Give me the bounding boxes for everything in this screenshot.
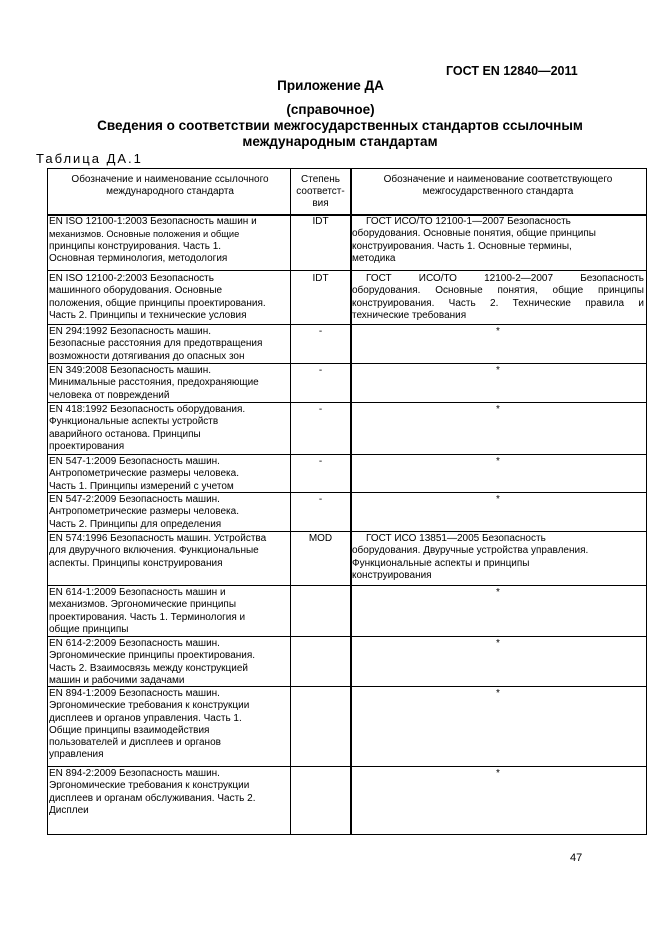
- table-row: [49, 326, 291, 363]
- cell-text: общие принципы: [49, 623, 129, 635]
- header-col-degree: [291, 174, 350, 210]
- cell-text: механизмов. Основные положения и общие: [49, 229, 240, 240]
- row-divider: [48, 766, 646, 767]
- cell-text: Эргономические требования к конструкции: [49, 700, 250, 712]
- cell-text: человека от повреждений: [49, 389, 170, 401]
- cell-text: возможности дотягивания до опасных зон: [49, 350, 245, 362]
- table-row: [49, 494, 291, 531]
- cell-text: механизмов. Эргономические принципы: [49, 599, 237, 611]
- cell-text: машинного оборудования. Основные: [49, 285, 223, 297]
- cell-text: Антропометрические размеры человека.: [49, 468, 239, 480]
- footnote-mark: *: [496, 494, 500, 505]
- footnote-mark: *: [496, 587, 500, 598]
- header-text: вия: [312, 198, 329, 209]
- table-label: Таблица ДА.1: [36, 151, 143, 166]
- cell-text: Часть 1. Принципы измерений с учетом: [49, 480, 234, 492]
- cell-text: EN 614-2:2009 Безопасность машин.: [49, 638, 220, 649]
- table-row: [49, 216, 291, 265]
- table-row: [49, 273, 291, 322]
- cell-text: аспекты. Принципы конструирования: [49, 557, 223, 569]
- cell-text: EN 894-2:2009 Безопасность машин.: [49, 768, 220, 779]
- appendix-subtitle: (справочное): [286, 102, 375, 117]
- footnote-mark: *: [496, 456, 500, 467]
- degree-cell: IDT: [312, 273, 329, 284]
- degree-cell: -: [318, 365, 323, 376]
- cell-text: аварийного останова. Принципы: [49, 428, 201, 440]
- cell-text: EN 894-1:2009 Безопасность машин.: [49, 688, 220, 699]
- header-text: Степень: [301, 174, 340, 185]
- interstate-standard-cell: [352, 216, 644, 265]
- cell-text: ГОСТ ИСО/ТО 12100-1—2007 Безопасность: [366, 216, 571, 227]
- cell-text: Эргономические требования к конструкции: [49, 780, 250, 792]
- cell-text: конструирования: [352, 569, 432, 581]
- footnote-mark: *: [496, 326, 500, 337]
- heading-line-1: Сведения о соответствии межгосударственных стандартов ссылочным: [97, 118, 583, 133]
- row-divider: [48, 363, 646, 364]
- header-text: соответст-: [296, 186, 345, 197]
- cell-text: Часть 2. Принципы и технические условия: [49, 309, 247, 321]
- row-divider: [48, 454, 646, 455]
- document-code: ГОСТ EN 12840—2011: [446, 64, 578, 78]
- cell-text: проектирования: [49, 440, 125, 452]
- cell-text: оборудования. Двуручные устройства управления.: [352, 545, 589, 557]
- cell-text: положения, общие принципы проектирования.: [49, 297, 266, 309]
- cell-text: Эргономические принципы проектирования.: [49, 650, 256, 662]
- table-row: [49, 768, 291, 817]
- table-row: [49, 365, 291, 402]
- cell-text: EN 547-1:2009 Безопасность машин.: [49, 456, 220, 467]
- cell-text: EN 614-1:2009 Безопасность машин и: [49, 587, 226, 598]
- row-divider: [48, 531, 646, 532]
- degree-cell: -: [318, 326, 323, 337]
- cell-text: EN ISO 12100-1:2003 Безопасность машин и: [49, 216, 257, 227]
- footnote-mark: *: [496, 638, 500, 649]
- cell-text: методика: [352, 252, 396, 264]
- cell-text: технические требования: [352, 309, 467, 321]
- footnote-mark: *: [496, 404, 500, 415]
- row-divider: [48, 585, 646, 586]
- row-divider: [48, 270, 646, 271]
- cell-text: EN 294:1992 Безопасность машин.: [49, 326, 212, 337]
- cell-text: управления: [49, 749, 104, 761]
- degree-cell: MOD: [308, 533, 333, 544]
- cell-text: Дисплеи: [49, 804, 89, 816]
- cell-text: Часть 2. Взаимосвязь между конструкцией: [49, 662, 249, 674]
- cell-text: конструирования. Часть 1. Основные термины,: [352, 240, 572, 252]
- cell-text: EN ISO 12100-2:2003 Безопасность: [49, 273, 214, 284]
- degree-cell: -: [318, 494, 323, 505]
- interstate-standard-cell: [352, 273, 644, 322]
- cell-text: EN 418:1992 Безопасность оборудования.: [49, 404, 246, 415]
- cell-text: дисплеев и органам обслуживания. Часть 2.: [49, 792, 256, 804]
- header-text: Обозначение и наименование ссылочного: [71, 174, 269, 185]
- cell-text: Функциональные аспекты и принципы: [352, 557, 530, 569]
- appendix-title: Приложение ДА: [277, 78, 384, 93]
- cell-text: Общие принципы взаимодействия: [49, 724, 210, 736]
- row-divider: [48, 324, 646, 325]
- table-row: [49, 688, 291, 762]
- cell-text: проектирования. Часть 1. Терминология и: [49, 611, 246, 623]
- degree-cell: IDT: [312, 216, 329, 227]
- cell-text: Безопасные расстояния для предотвращения: [49, 338, 263, 350]
- table-row: [49, 638, 291, 687]
- header-text: международного стандарта: [106, 186, 234, 197]
- cell-text: EN 349:2008 Безопасность машин.: [49, 365, 212, 376]
- degree-cell: -: [318, 456, 323, 467]
- interstate-standard-cell: [352, 533, 644, 582]
- cell-text: оборудования. Основные понятия, общие принципы: [352, 228, 596, 240]
- cell-text: конструирования. Часть 2. Технические правила и: [352, 297, 644, 309]
- header-text: межгосударственного стандарта: [422, 186, 574, 197]
- header-col-interstate-standard: [352, 174, 644, 198]
- correspondence-table: [47, 168, 647, 835]
- cell-text: EN 574:1996 Безопасность машин. Устройства: [49, 533, 267, 544]
- heading-line-2: международным стандартам: [242, 134, 438, 149]
- degree-cell: -: [318, 404, 323, 415]
- section-heading: [60, 118, 620, 150]
- table-row: [49, 404, 291, 453]
- footnote-mark: *: [496, 768, 500, 779]
- cell-text: Основная терминология, методология: [49, 252, 228, 264]
- footnote-mark: *: [496, 365, 500, 376]
- cell-text: Часть 2. Принципы для определения: [49, 518, 222, 530]
- table-row: [49, 533, 291, 570]
- row-divider: [48, 402, 646, 403]
- page-number: 47: [570, 852, 583, 864]
- header-text: Обозначение и наименование соответствующего: [383, 174, 613, 185]
- header-col-referenced-standard: [49, 174, 291, 198]
- cell-text: машин и рабочими задачами: [49, 674, 185, 686]
- cell-text: пользователей и дисплеев и органов: [49, 737, 221, 749]
- cell-text: оборудования. Основные понятия, общие принципы: [352, 285, 644, 297]
- cell-text: EN 547-2:2009 Безопасность машин.: [49, 494, 220, 505]
- cell-text: Минимальные расстояния, предохраняющие: [49, 377, 259, 389]
- cell-text: Антропометрические размеры человека.: [49, 506, 239, 518]
- cell-text: дисплеев и органов управления. Часть 1.: [49, 712, 242, 724]
- table-row: [49, 456, 291, 493]
- cell-text: ГОСТ ИСО 13851—2005 Безопасность: [366, 533, 546, 544]
- cell-text: Функциональные аспекты устройств: [49, 416, 219, 428]
- table-row: [49, 587, 291, 636]
- cell-text: принципы конструирования. Часть 1.: [49, 240, 222, 252]
- cell-text: ГОСТ ИСО/ТО 12100-2—2007 Безопасность: [366, 273, 644, 284]
- footnote-mark: *: [496, 688, 500, 699]
- cell-text: для двуручного включения. Функциональные: [49, 545, 259, 557]
